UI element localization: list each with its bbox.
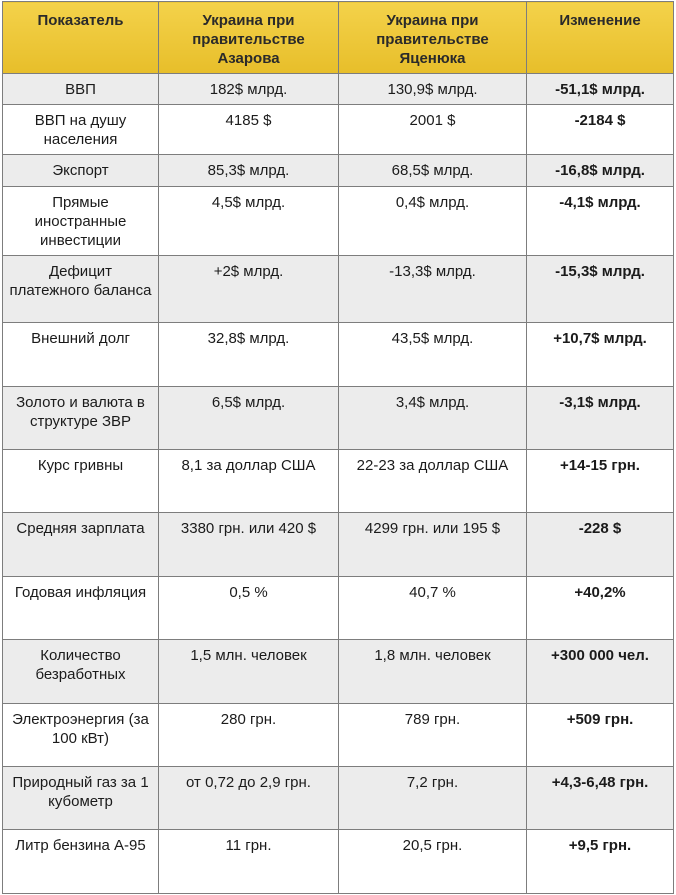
table-row bbox=[3, 74, 674, 105]
table-row bbox=[3, 640, 674, 704]
table-row bbox=[3, 155, 674, 187]
header-yatsenyuk: Украина при правительстве Яценюка bbox=[339, 2, 527, 74]
yatsenyuk-cell: 4299 грн. или 195 $ bbox=[339, 513, 527, 577]
change-cell: +14-15 грн. bbox=[527, 450, 674, 513]
header-change: Изменение bbox=[527, 2, 674, 74]
change-cell: +10,7$ млрд. bbox=[527, 323, 674, 387]
table-row bbox=[3, 323, 674, 387]
table-row bbox=[3, 767, 674, 830]
change-cell: +300 000 чел. bbox=[527, 640, 674, 704]
change-cell: -15,3$ млрд. bbox=[527, 256, 674, 323]
change-cell: -228 $ bbox=[527, 513, 674, 577]
yatsenyuk-cell: 20,5 грн. bbox=[339, 830, 527, 894]
indicator-cell: Курс гривны bbox=[3, 450, 159, 513]
change-cell: -51,1$ млрд. bbox=[527, 74, 674, 105]
indicator-cell: Годовая инфляция bbox=[3, 577, 159, 640]
yatsenyuk-cell: 789 грн. bbox=[339, 704, 527, 767]
indicator-cell: Экспорт bbox=[3, 155, 159, 187]
azarov-cell: 85,3$ млрд. bbox=[159, 155, 339, 187]
change-cell: +40,2% bbox=[527, 577, 674, 640]
azarov-cell: +2$ млрд. bbox=[159, 256, 339, 323]
yatsenyuk-cell: 68,5$ млрд. bbox=[339, 155, 527, 187]
table-row bbox=[3, 105, 674, 155]
table-row bbox=[3, 187, 674, 256]
yatsenyuk-cell: 22-23 за доллар США bbox=[339, 450, 527, 513]
change-cell: -3,1$ млрд. bbox=[527, 387, 674, 450]
table-row bbox=[3, 577, 674, 640]
azarov-cell: от 0,72 до 2,9 грн. bbox=[159, 767, 339, 830]
indicator-cell: Природный газ за 1 кубометр bbox=[3, 767, 159, 830]
indicator-cell: Дефицит платежного баланса bbox=[3, 256, 159, 323]
comparison-table bbox=[2, 1, 674, 894]
indicator-cell: Внешний долг bbox=[3, 323, 159, 387]
indicator-cell: Средняя зарплата bbox=[3, 513, 159, 577]
indicator-cell: Количество безработных bbox=[3, 640, 159, 704]
header-row bbox=[3, 2, 674, 74]
indicator-cell: ВВП на душу населения bbox=[3, 105, 159, 155]
yatsenyuk-cell: 40,7 % bbox=[339, 577, 527, 640]
header-indicator: Показатель bbox=[3, 2, 159, 74]
azarov-cell: 4185 $ bbox=[159, 105, 339, 155]
yatsenyuk-cell: 0,4$ млрд. bbox=[339, 187, 527, 256]
change-cell: +9,5 грн. bbox=[527, 830, 674, 894]
azarov-cell: 32,8$ млрд. bbox=[159, 323, 339, 387]
change-cell: -16,8$ млрд. bbox=[527, 155, 674, 187]
change-cell: +509 грн. bbox=[527, 704, 674, 767]
indicator-cell: Литр бензина А-95 bbox=[3, 830, 159, 894]
yatsenyuk-cell: 3,4$ млрд. bbox=[339, 387, 527, 450]
table-row bbox=[3, 256, 674, 323]
indicator-cell: ВВП bbox=[3, 74, 159, 105]
table-row bbox=[3, 513, 674, 577]
azarov-cell: 280 грн. bbox=[159, 704, 339, 767]
table-row bbox=[3, 830, 674, 894]
azarov-cell: 6,5$ млрд. bbox=[159, 387, 339, 450]
azarov-cell: 11 грн. bbox=[159, 830, 339, 894]
azarov-cell: 182$ млрд. bbox=[159, 74, 339, 105]
azarov-cell: 0,5 % bbox=[159, 577, 339, 640]
change-cell: +4,3-6,48 грн. bbox=[527, 767, 674, 830]
azarov-cell: 8,1 за доллар США bbox=[159, 450, 339, 513]
table-row bbox=[3, 450, 674, 513]
azarov-cell: 3380 грн. или 420 $ bbox=[159, 513, 339, 577]
yatsenyuk-cell: 2001 $ bbox=[339, 105, 527, 155]
indicator-cell: Золото и валюта в структуре ЗВР bbox=[3, 387, 159, 450]
change-cell: -4,1$ млрд. bbox=[527, 187, 674, 256]
yatsenyuk-cell: 130,9$ млрд. bbox=[339, 74, 527, 105]
indicator-cell: Электроэнергия (за 100 кВт) bbox=[3, 704, 159, 767]
yatsenyuk-cell: 1,8 млн. человек bbox=[339, 640, 527, 704]
indicator-cell: Прямые иностранные инвестиции bbox=[3, 187, 159, 256]
table-row bbox=[3, 704, 674, 767]
yatsenyuk-cell: 43,5$ млрд. bbox=[339, 323, 527, 387]
yatsenyuk-cell: 7,2 грн. bbox=[339, 767, 527, 830]
table-row bbox=[3, 387, 674, 450]
azarov-cell: 1,5 млн. человек bbox=[159, 640, 339, 704]
change-cell: -2184 $ bbox=[527, 105, 674, 155]
azarov-cell: 4,5$ млрд. bbox=[159, 187, 339, 256]
header-azarov: Украина при правительстве Азарова bbox=[159, 2, 339, 74]
yatsenyuk-cell: -13,3$ млрд. bbox=[339, 256, 527, 323]
